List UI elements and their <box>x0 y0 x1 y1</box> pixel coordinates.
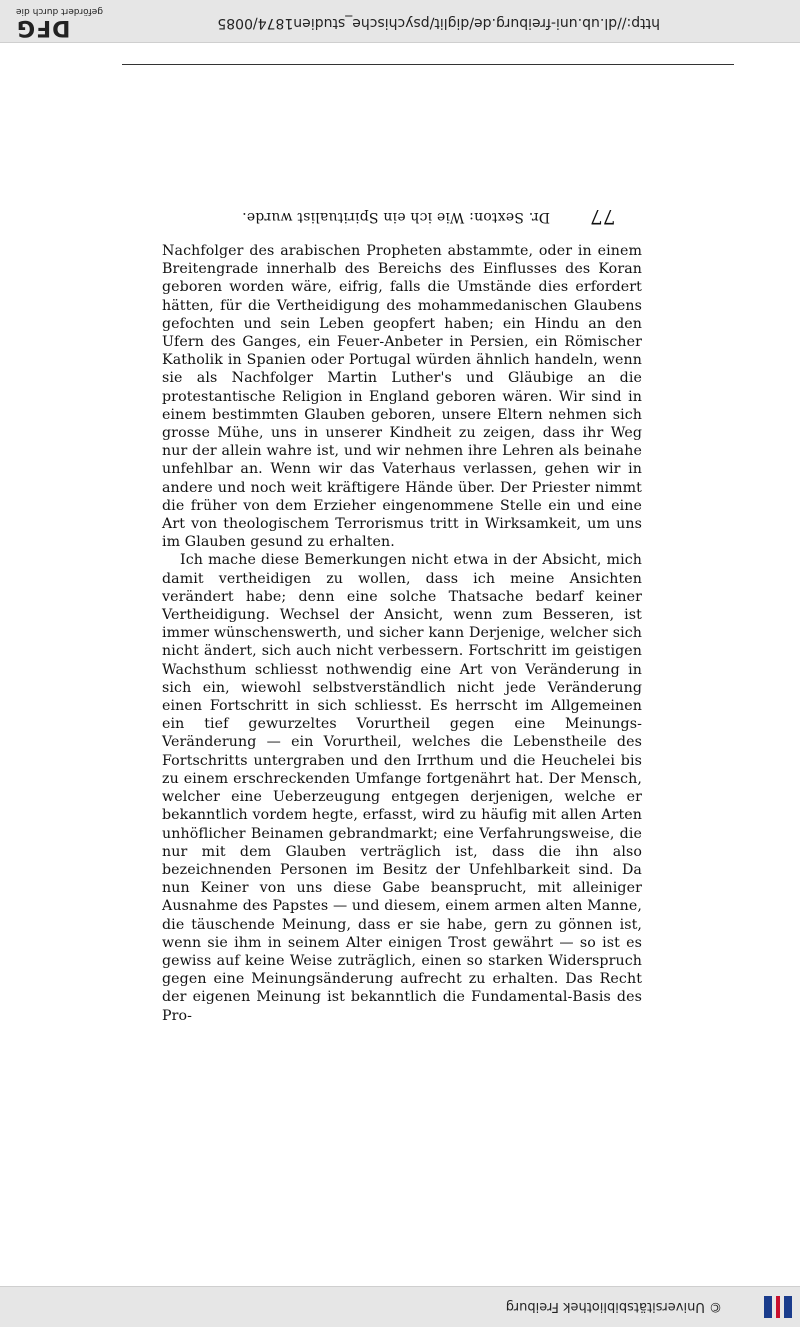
paragraph-2: Ich mache diese Bemerkungen nicht etwa in der Absicht, mich damit vertheidigen zu wollen, dass ich meine Ansichten verändert habe; denn eine solche Thatsache bedarf keiner Vertheidigung. Wechsel der Ansicht, wenn zum Besseren, ist immer wünschenswerth, und sicher kann Derjenige, welcher sich nicht ändert, sich auch nicht verbessern. Fortschritt im geistigen Wachsthum schliesst nothwendig eine Art von Veränderung in sich ein, wiewohl selbstverständlich nicht jede Veränderung einen Fortschritt in sich schliesst. Es herrscht im Allgemeinen ein tief gewurzeltes Vorurtheil gegen eine Meinungs-Veränderung — ein Vorurtheil, welches die Lebenstheile des Fortschritts untergraben und den Irrthum und die Heuchelei bis zu einem erschreckenden Umfange fortgenährt hat. Der Mensch, welcher eine Ueberzeugung entgegen derjenigen, welche er bekanntlich vordem hegte, erfasst, wird zu häufig mit allen Arten unhöflicher Beinamen gebrandmarkt; eine Verfahrungsweise, die nur mit dem Glauben verträglich ist, dass die ihn also bezeichnenden Personen im Besitz der Unfehlbarkeit sind. Da nun Keiner von uns diese Gabe beansprucht, mit alleiniger Ausnahme des Papstes — und diesem, einem armen alten Manne, die täuschende Meinung, dass er sie habe, gern zu gönnen ist, wenn sie ihm in seinem Alter einigen Trost gewährt — so ist es gewiss auf keine Weise zuträglich, einen so starken Widerspruch gegen eine Meinungsänderung aufrecht zu erhalten. Das Recht der eigenen Meinung ist bekanntlich die Fundamental-Basis des Pro- <box>162 552 642 1024</box>
bottom-rule <box>122 64 734 65</box>
dfg-logo <box>16 6 103 38</box>
permalink-url[interactable]: http://dl.ub.uni-freiburg.de/diglit/psychische_studien1874/0085 <box>217 15 660 31</box>
page-number: 77 <box>590 205 616 229</box>
viewer-bottom-bar <box>0 0 800 43</box>
page-header <box>170 197 650 237</box>
page-body <box>162 242 642 1242</box>
paragraph-1: Nachfolger des arabischen Propheten abstammte, oder in einem Breitengrade innerhalb des Bereichs des Einflusses des Koran geboren worden wäre, eifrig, falls die Umstände dies erfordert hätten, für die Vertheidigung des mohammedanischen Glaubens gefochten und sein Leben geopfert haben; ein Hindu an den Ufern des Ganges, ein Feuer-Anbeter in Persien, ein Römischer Katholik in Spanien oder Portugal würden ähnlich handeln, wenn sie als Nachfolger Martin Luther's und Gläubige an die protestantische Religion in England geboren wären. Wir sind in einem bestimmten Glauben geboren, unsere Eltern nehmen sich grosse Mühe, uns in unserer Kindheit zu zeigen, dass ihr Weg nur der allein wahre ist, und wir nehmen ihre Lehren als beinahe unfehlbar an. Wenn wir das Vaterhaus verlassen, gehen wir in andere und noch weit kräftigere Hände über. Der Priester nimmt die früher von dem Erzieher eingenommene Stelle ein und eine Art von theologischem Terrorismus tritt in Wirksamkeit, um uns im Glauben gesund zu erhalten. <box>162 243 642 551</box>
library-logo-icon <box>728 1294 792 1320</box>
viewer-top-bar <box>0 1286 800 1327</box>
copyright-notice: © Universitätsbibliothek Freiburg <box>505 1299 722 1315</box>
dfg-logo-text: DFG <box>16 15 71 40</box>
dfg-funded-by: gefördert durch die <box>16 6 103 16</box>
running-head: Dr. Sexton: Wie ich ein Spiritualist wurde. <box>241 209 550 225</box>
